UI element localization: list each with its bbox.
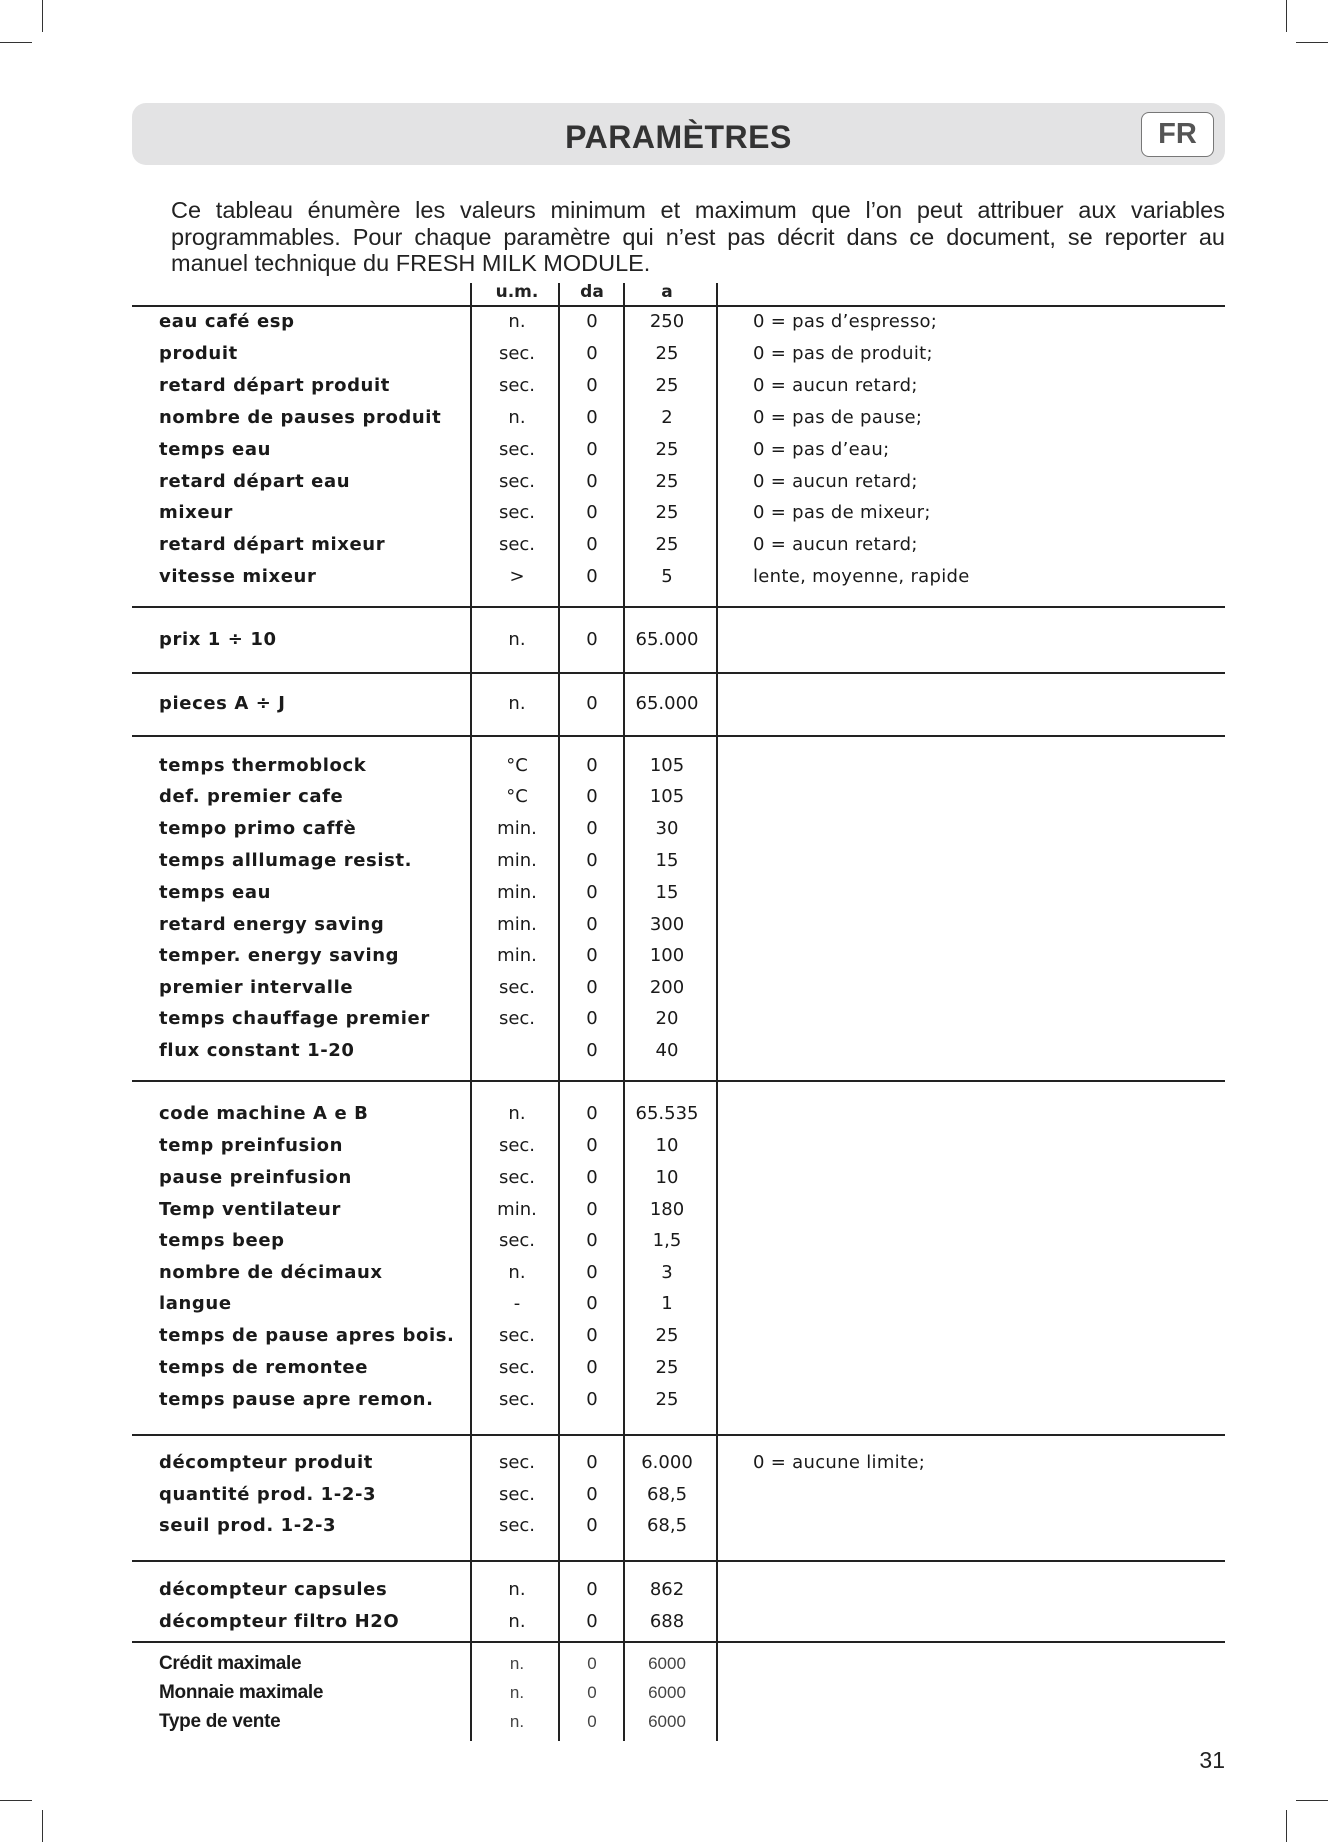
crop-mark — [1296, 1800, 1328, 1801]
param-unit: n. — [508, 407, 526, 428]
table-row — [0, 1648, 1328, 1680]
param-unit: n. — [508, 1103, 526, 1124]
param-name: premier intervalle — [159, 977, 354, 998]
param-min: 0 — [586, 1103, 598, 1124]
param-min: 0 — [586, 1199, 598, 1220]
param-unit: min. — [497, 850, 537, 871]
param-unit: sec. — [498, 1484, 536, 1505]
param-name: code machine A e B — [159, 1103, 369, 1124]
section-divider — [132, 735, 1225, 737]
param-name: temp preinfusion — [159, 1135, 343, 1156]
param-name: retard départ eau — [159, 471, 351, 492]
param-name: retard départ mixeur — [159, 534, 386, 555]
param-unit: sec. — [498, 1230, 536, 1251]
param-unit: - — [513, 1293, 521, 1314]
param-min: 0 — [586, 1452, 598, 1473]
page-number: 31 — [1199, 1747, 1225, 1773]
param-unit: n. — [508, 1611, 526, 1632]
param-max: 65.535 — [635, 1103, 699, 1124]
table-row — [0, 1225, 1328, 1257]
table-row — [0, 497, 1328, 529]
table-row — [0, 306, 1328, 338]
param-min: 0 — [586, 1611, 598, 1632]
param-min: 0 — [586, 1040, 598, 1061]
param-note: 0 = aucune limite; — [753, 1452, 926, 1473]
table-row — [0, 338, 1328, 370]
table-row — [0, 1384, 1328, 1416]
param-min: 0 — [586, 693, 598, 714]
param-name: temps de pause apres bois. — [159, 1325, 455, 1346]
table-row — [0, 402, 1328, 434]
param-name: Monnaie maximale — [159, 1682, 324, 1703]
param-name: temps eau — [159, 882, 272, 903]
param-name: pause preinfusion — [159, 1167, 352, 1188]
param-unit: sec. — [498, 1008, 536, 1029]
param-max: 25 — [655, 1357, 679, 1378]
param-min: 0 — [586, 1515, 598, 1536]
param-name: nombre de pauses produit — [159, 407, 442, 428]
param-unit: sec. — [498, 343, 536, 364]
param-note: 0 = pas de mixeur; — [753, 502, 931, 523]
param-name: seuil prod. 1-2-3 — [159, 1515, 337, 1536]
title-bar — [132, 103, 1225, 165]
param-min: 0 — [586, 1357, 598, 1378]
table-row — [0, 1257, 1328, 1289]
param-unit: n. — [508, 1579, 526, 1600]
param-max: 40 — [655, 1040, 679, 1061]
param-max: 15 — [655, 850, 679, 871]
param-unit: sec. — [498, 439, 536, 460]
param-name: produit — [159, 343, 238, 364]
param-min: 0 — [586, 914, 598, 935]
param-min: 0 — [586, 1167, 598, 1188]
param-max: 65.000 — [635, 693, 699, 714]
param-max: 105 — [649, 755, 685, 776]
param-max: 20 — [655, 1008, 679, 1029]
param-unit: sec. — [498, 1325, 536, 1346]
section-divider — [132, 1080, 1225, 1082]
param-name: retard départ produit — [159, 375, 390, 396]
param-max: 105 — [649, 786, 685, 807]
param-name: vitesse mixeur — [159, 566, 317, 587]
param-name: langue — [159, 1293, 232, 1314]
crop-mark — [1286, 1810, 1287, 1842]
param-unit: sec. — [498, 502, 536, 523]
table-row — [0, 877, 1328, 909]
table-row — [0, 1320, 1328, 1352]
table-row — [0, 909, 1328, 941]
param-name: décompteur produit — [159, 1452, 373, 1473]
param-min: 0 — [586, 1389, 598, 1410]
param-name: Temp ventilateur — [159, 1199, 341, 1220]
param-min: 0 — [586, 1135, 598, 1156]
param-note: 0 = pas d’espresso; — [753, 311, 938, 332]
table-row — [0, 1352, 1328, 1384]
param-name: décompteur capsules — [159, 1579, 388, 1600]
param-max: 68,5 — [646, 1515, 688, 1536]
param-name: temps de remontee — [159, 1357, 369, 1378]
param-note: 0 = aucun retard; — [753, 534, 918, 555]
param-min: 0 — [586, 439, 598, 460]
param-unit: sec. — [498, 1515, 536, 1536]
param-min: 0 — [586, 1484, 598, 1505]
param-name: flux constant 1-20 — [159, 1040, 355, 1061]
param-name: temper. energy saving — [159, 945, 400, 966]
param-note: 0 = pas d’eau; — [753, 439, 890, 460]
table-row — [0, 1162, 1328, 1194]
param-unit: °C — [506, 755, 528, 776]
param-max: 25 — [655, 1389, 679, 1410]
param-max: 1,5 — [652, 1230, 682, 1251]
param-note: 0 = aucun retard; — [753, 471, 918, 492]
table-row — [0, 972, 1328, 1004]
param-unit: min. — [497, 945, 537, 966]
intro-paragraph: Ce tableau énumère les valeurs minimum et maximum que l’on peut attribuer aux variables programmables. Pour chaque paramètre qui n’est pas décrit dans ce document, se reporter au manuel technique du FRESH MILK MODULE. — [171, 197, 1225, 276]
param-name: quantité prod. 1-2-3 — [159, 1484, 377, 1505]
param-max: 688 — [649, 1611, 685, 1632]
table-row — [0, 1677, 1328, 1709]
param-name: Crédit maximale — [159, 1653, 302, 1674]
param-unit: sec. — [498, 1167, 536, 1188]
param-unit: sec. — [498, 534, 536, 555]
param-min: 0 — [586, 945, 598, 966]
param-unit: min. — [497, 1199, 537, 1220]
param-unit: n. — [508, 1262, 526, 1283]
param-name: pieces A ÷ J — [159, 693, 286, 714]
table-row — [0, 845, 1328, 877]
param-name: retard energy saving — [159, 914, 385, 935]
param-min: 0 — [586, 1579, 598, 1600]
table-row — [0, 561, 1328, 593]
param-name: def. premier cafe — [159, 786, 344, 807]
param-unit: °C — [506, 786, 528, 807]
table-row — [0, 1194, 1328, 1226]
table-row — [0, 1606, 1328, 1638]
section-divider — [132, 1560, 1225, 1562]
table-row — [0, 466, 1328, 498]
table-row — [0, 1098, 1328, 1130]
param-max: 25 — [655, 1325, 679, 1346]
param-max: 25 — [655, 343, 679, 364]
param-min: 0 — [586, 850, 598, 871]
table-row — [0, 1035, 1328, 1067]
param-max: 180 — [649, 1199, 685, 1220]
param-name: temps beep — [159, 1230, 285, 1251]
param-max: 100 — [649, 945, 685, 966]
column-header-um: u.m. — [495, 282, 539, 302]
param-note: 0 = aucun retard; — [753, 375, 918, 396]
section-divider — [132, 1434, 1225, 1436]
param-name: prix 1 ÷ 10 — [159, 629, 277, 650]
param-name: décompteur filtro H2O — [159, 1611, 400, 1632]
section-divider — [132, 1641, 1225, 1643]
param-min: 0 — [586, 818, 598, 839]
param-max: 10 — [655, 1135, 679, 1156]
param-unit: n. — [508, 693, 526, 714]
param-name: temps thermoblock — [159, 755, 367, 776]
table-row — [0, 529, 1328, 561]
param-min: 0 — [587, 1683, 597, 1702]
param-min: 0 — [586, 502, 598, 523]
column-header-a: a — [661, 282, 673, 302]
param-unit: min. — [497, 914, 537, 935]
param-unit: n. — [508, 629, 526, 650]
param-unit: sec. — [498, 1452, 536, 1473]
param-unit: n. — [509, 1712, 525, 1731]
param-name: mixeur — [159, 502, 234, 523]
param-max: 25 — [655, 471, 679, 492]
param-max: 6000 — [648, 1683, 686, 1702]
param-min: 0 — [586, 1293, 598, 1314]
param-unit: n. — [508, 311, 526, 332]
param-unit: sec. — [498, 471, 536, 492]
param-unit: > — [509, 566, 525, 587]
table-row — [0, 1003, 1328, 1035]
param-unit: n. — [509, 1654, 525, 1673]
param-min: 0 — [586, 977, 598, 998]
param-name: nombre de décimaux — [159, 1262, 383, 1283]
table-row — [0, 370, 1328, 402]
table-row — [0, 781, 1328, 813]
table-row — [0, 1706, 1328, 1738]
section-divider — [132, 672, 1225, 674]
crop-mark — [42, 1810, 43, 1842]
param-max: 6.000 — [641, 1452, 693, 1473]
table-row — [0, 434, 1328, 466]
param-min: 0 — [586, 534, 598, 555]
param-min: 0 — [586, 1008, 598, 1029]
param-min: 0 — [586, 407, 598, 428]
param-min: 0 — [586, 1325, 598, 1346]
param-note: lente, moyenne, rapide — [753, 566, 970, 587]
table-row — [0, 1447, 1328, 1479]
param-max: 65.000 — [635, 629, 699, 650]
param-name: eau café esp — [159, 311, 295, 332]
table-row — [0, 1510, 1328, 1542]
crop-mark — [1286, 0, 1287, 32]
table-row — [0, 1574, 1328, 1606]
section-divider — [132, 606, 1225, 608]
param-name: Type de vente — [159, 1711, 281, 1732]
param-unit: sec. — [498, 977, 536, 998]
param-max: 6000 — [648, 1712, 686, 1731]
param-unit: sec. — [498, 1357, 536, 1378]
param-note: 0 = pas de pause; — [753, 407, 923, 428]
table-row — [0, 624, 1328, 656]
param-max: 1 — [661, 1293, 673, 1314]
language-badge: FR — [1141, 112, 1214, 157]
crop-mark — [42, 0, 43, 32]
param-min: 0 — [587, 1712, 597, 1731]
param-max: 25 — [655, 439, 679, 460]
param-min: 0 — [586, 629, 598, 650]
param-name: temps alllumage resist. — [159, 850, 413, 871]
param-min: 0 — [586, 882, 598, 903]
param-max: 25 — [655, 534, 679, 555]
param-name: temps chauffage premier — [159, 1008, 430, 1029]
table-row — [0, 813, 1328, 845]
crop-mark — [0, 1800, 32, 1801]
param-max: 2 — [661, 407, 673, 428]
param-max: 25 — [655, 375, 679, 396]
param-name: temps eau — [159, 439, 272, 460]
param-min: 0 — [586, 566, 598, 587]
param-max: 300 — [649, 914, 685, 935]
param-max: 5 — [661, 566, 673, 587]
table-row — [0, 1288, 1328, 1320]
param-min: 0 — [587, 1654, 597, 1673]
page-title: PARAMÈTRES — [565, 119, 792, 155]
param-min: 0 — [586, 1230, 598, 1251]
param-max: 862 — [649, 1579, 685, 1600]
param-unit: sec. — [498, 375, 536, 396]
param-max: 30 — [655, 818, 679, 839]
param-name: temps pause apre remon. — [159, 1389, 434, 1410]
param-min: 0 — [586, 343, 598, 364]
table-row — [0, 940, 1328, 972]
param-unit: min. — [497, 882, 537, 903]
param-unit: sec. — [498, 1389, 536, 1410]
table-row — [0, 1130, 1328, 1162]
param-unit: min. — [497, 818, 537, 839]
param-max: 6000 — [648, 1654, 686, 1673]
param-unit: sec. — [498, 1135, 536, 1156]
param-unit: n. — [509, 1683, 525, 1702]
param-max: 10 — [655, 1167, 679, 1188]
param-min: 0 — [586, 311, 598, 332]
param-max: 15 — [655, 882, 679, 903]
param-max: 3 — [661, 1262, 673, 1283]
table-row — [0, 1479, 1328, 1511]
param-max: 200 — [649, 977, 685, 998]
table-row — [0, 750, 1328, 782]
param-max: 68,5 — [646, 1484, 688, 1505]
param-max: 250 — [649, 311, 685, 332]
param-max: 25 — [655, 502, 679, 523]
param-min: 0 — [586, 1262, 598, 1283]
crop-mark — [0, 42, 32, 43]
param-name: tempo primo caffè — [159, 818, 357, 839]
column-header-da: da — [580, 282, 604, 302]
param-note: 0 = pas de produit; — [753, 343, 933, 364]
param-min: 0 — [586, 786, 598, 807]
crop-mark — [1296, 42, 1328, 43]
table-row — [0, 688, 1328, 720]
param-min: 0 — [586, 471, 598, 492]
param-min: 0 — [586, 755, 598, 776]
param-min: 0 — [586, 375, 598, 396]
